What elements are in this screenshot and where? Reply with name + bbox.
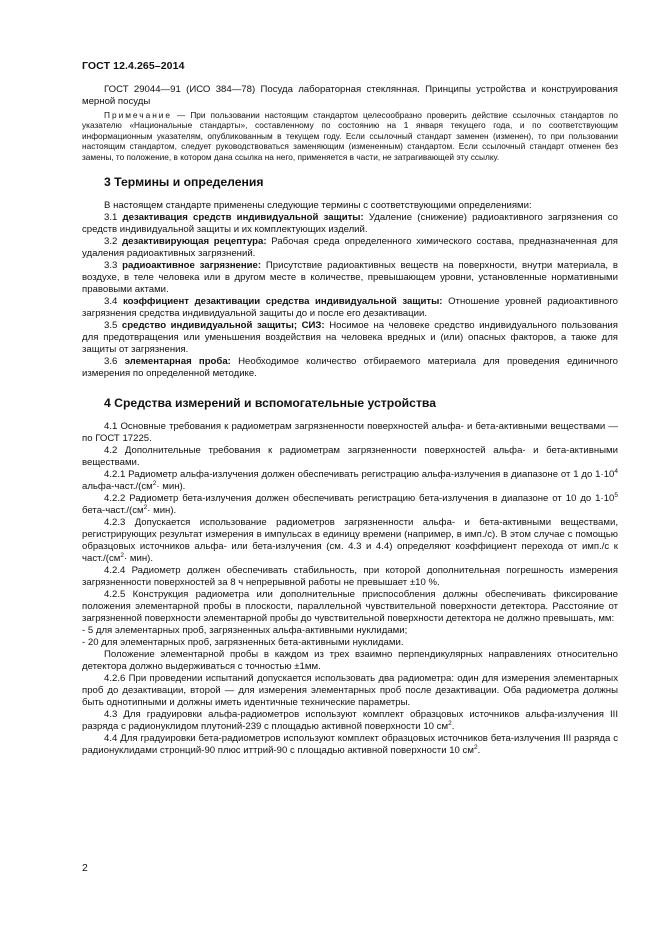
paragraph-4-2-2: [82, 493, 618, 517]
text-run: 4.2.3 Допускается использование радиометров загрязненности альфа- и бета-активными веществами, регистрирующих результат измерения в импульсах в единицу времени (например, в имп./с). В этом случае с помощью образцовых источников альфа- или бета-излучения (см. 4.3 и 4.4) определяют коэффициент перехода от имп./с к част./(см: [82, 517, 618, 565]
term-number: 3.3: [104, 260, 123, 272]
superscript: 2: [448, 720, 452, 728]
term-definition: Носимое на человеке средство индивидуального пользования для предотвращения или уменьшения воздействия на человека вредных и (или) опасных факторов, а также для защиты от загрязнения.: [82, 320, 618, 356]
note-label: Примечание: [104, 110, 173, 120]
document-body: [82, 84, 618, 757]
paragraph-4-2-3: [82, 517, 618, 565]
page-header-title: ГОСТ 12.4.265–2014: [82, 60, 185, 72]
text-run: · мин).: [156, 481, 186, 493]
text-run: 4.3 Для градуировки альфа-радиометров используют комплект образцовых источников альфа-излучения III разряда с радионуклидом плутоний-239 с площадью активной поверхности 10 см: [82, 709, 618, 733]
paragraph-4-2-1: [82, 469, 618, 493]
page-number: 2: [82, 862, 88, 874]
term-definition: Присутствие радиоактивных веществ на поверхности, внутри материала, в воздухе, в теле человека или в другом месте в количестве, превышающем уровни, установленные нормативными правовыми актами.: [82, 260, 618, 296]
paragraph-4-1: 4.1 Основные требования к радиометрам загрязненности поверхностей альфа- и бета-активными веществами — по ГОСТ 17225.: [82, 421, 618, 445]
list-item: - 20 для элементарных проб, загрязненных бета-активными нуклидами.: [82, 637, 404, 649]
text-run: 4.2.1 Радиометр альфа-излучения должен обеспечивать регистрацию альфа-излучения в диапазоне от 1 до 1·10: [104, 469, 615, 481]
paragraph-4-4: [82, 733, 618, 757]
term-name: коэффициент дезактивации средства индивидуальной защиты:: [122, 296, 443, 308]
paragraph-4-2-5: 4.2.5 Конструкция радиометра или дополнительные приспособления должны обеспечивать фиксирование положения элементарной пробы в плоскости, параллельной чувствительной поверхности детектора. Расстояние от загрязненной поверхности элементарной пробы до чувствительной поверхности детектора не должно превышать, мм:: [82, 589, 618, 625]
term-definition: Отношение уровней радиоактивного загрязнения средства индивидуальной защиты до и после его дезактивации.: [82, 296, 618, 320]
text-run: бета-част./(см: [82, 505, 144, 517]
paragraph-4-2-6: 4.2.6 При проведении испытаний допускается использовать два радиометра: один для измерения элементарных проб до дезактивации, второй — для измерения элементарных проб после дезактивации. Оба радиометра должны быть однотипными и должны иметь идентичные технические параметры.: [82, 673, 618, 709]
superscript: 2: [152, 480, 157, 488]
section-4-heading: 4 Средства измерений и вспомогательные устройства: [104, 396, 437, 411]
text-run: .: [451, 721, 455, 733]
term-definition: Необходимое количество отбираемого материала для проведения единичного измерения по определенной методике.: [82, 356, 618, 380]
term-3-1: [82, 212, 618, 236]
term-definition: Рабочая среда определенного химического состава, предназначенная для удаления радиоактивных загрязнений.: [82, 236, 618, 260]
text-run: .: [477, 745, 481, 757]
term-number: 3.5: [104, 320, 122, 332]
superscript: 2: [143, 504, 148, 512]
note-text: — При пользовании настоящим стандартом целесообразно проверить действие ссылочных стандартов по указателю «Национальные стандарты», составленному по состоянию на 1 января текущего года, и по соответствующим информационным указателям, опубликованным в текущем году. Если ссылочный стандарт заменен (изменен), то при пользовании настоящим стандартом, следует руководствоваться заменяющим (измененным) стандартом. Если ссылочный стандарт отменен без замены, то положение, в котором дана ссылка на него, применяется в части, не затрагивающей эту ссылку.: [82, 110, 618, 162]
term-3-2: [82, 236, 618, 260]
term-3-3: [82, 260, 618, 296]
term-3-4: [82, 296, 618, 320]
term-number: 3.2: [104, 236, 123, 248]
term-number: 3.1: [104, 212, 123, 224]
section-3-intro: В настоящем стандарте применены следующие термины с соответствующими определениями:: [104, 200, 532, 212]
paragraph-4-2-4: 4.2.4 Радиометр должен обеспечивать стабильность, при которой дополнительная погрешность измерения загрязненности поверхностей за 8 ч непрерывной работы не превышает ±10 %.: [82, 565, 618, 589]
reference-gost-29044: ГОСТ 29044—91 (ИСО 384—78) Посуда лабораторная стеклянная. Принципы устройства и конструирования мерной посуды: [82, 84, 618, 107]
text-run: · мин).: [147, 505, 177, 517]
term-name: радиоактивное загрязнение:: [122, 260, 262, 272]
term-name: дезактивирующая рецептура:: [122, 236, 267, 248]
text-run: · мин).: [124, 553, 153, 565]
term-number: 3.6: [104, 356, 125, 368]
text-run: 4.2.2 Радиометр бета-излучения должен обеспечивать регистрацию бета-излучения в диапазоне от 10 до 1·10: [104, 493, 615, 505]
note-paragraph: [82, 110, 618, 162]
paragraph-4-3: [82, 709, 618, 733]
text-run: 4.4 Для градуировки бета-радиометров используют комплект образцовых источников бета-излучения III разряда с радионуклидами стронций-90 плюс иттрий-90 с площадью активной поверхности 10 см: [82, 733, 618, 757]
term-definition: Удаление (снижение) радиоактивного загрязнения со средств индивидуальной защиты и их комплектующих изделий.: [82, 212, 618, 236]
term-number: 3.4: [104, 296, 123, 308]
term-name: дезактивация средств индивидуальной защиты:: [122, 212, 364, 224]
term-name: средство индивидуальной защиты; СИЗ:: [121, 320, 325, 332]
paragraph-4-2-5-continued: Положение элементарной пробы в каждом из трех взаимно перпендикулярных направлениях относительно детектора должно выдерживаться с точностью ±1мм.: [82, 649, 618, 673]
text-run: альфа-част./(см: [82, 481, 153, 493]
superscript: 4: [614, 468, 618, 476]
superscript: 2: [473, 744, 478, 752]
section-3-heading: 3 Термины и определения: [104, 175, 264, 190]
term-3-6: [82, 356, 618, 380]
superscript: 2: [120, 552, 125, 560]
paragraph-4-2: 4.2 Дополнительные требования к радиометрам загрязненности поверхностей альфа- и бета-активными веществами.: [82, 445, 618, 469]
term-3-5: [82, 320, 618, 356]
term-name: элементарная проба:: [124, 356, 231, 368]
superscript: 5: [614, 492, 618, 500]
list-item: - 5 для элементарных проб, загрязненных альфа-активными нуклидами;: [82, 625, 408, 637]
